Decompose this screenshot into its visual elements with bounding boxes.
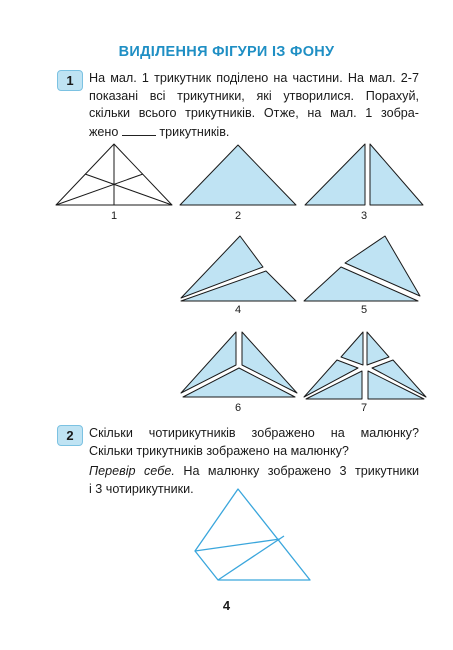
figure-label: 3 (360, 210, 368, 222)
task2-line: Скільки чотирикутників зображено на малюнку? (89, 426, 419, 440)
task-number-badge: 2 (57, 425, 83, 446)
figure-label: 4 (234, 304, 242, 316)
figure-7-triangle (367, 332, 389, 365)
task1-line: жено трикутників. (89, 124, 230, 139)
figure-label: 6 (234, 402, 242, 414)
figure-7-triangle (341, 332, 363, 365)
figure-3-triangle-right (370, 144, 423, 205)
check-label: Перевір себе. (89, 464, 175, 478)
task-number-badge: 1 (57, 70, 83, 91)
figure-label: 5 (360, 304, 368, 316)
page-title: ВИДІЛЕННЯ ФІГУРИ ІЗ ФОНУ (118, 44, 335, 60)
task1-line: скільки всього трикутників. Отже, на мал. 1 зобра- (89, 106, 419, 120)
figure-2-triangle (180, 145, 296, 205)
task1-line: На мал. 1 трикутник поділено на частини. На мал. 2-7 (89, 71, 419, 85)
figure-3-triangle-left (305, 144, 365, 205)
figure-label: 1 (110, 210, 118, 222)
page-number: 4 (222, 598, 231, 613)
task2-figure (195, 489, 310, 580)
figure-label: 7 (360, 402, 368, 414)
figure-label: 2 (234, 210, 242, 222)
task1-line: показані всі трикутники, які утворилися. Порахуй, (89, 88, 419, 103)
figure-1-drawing (56, 144, 172, 205)
task2-check-line: і 3 чотирикутники. (89, 481, 194, 496)
task2-check-line: Перевір себе. На малюнку зображено 3 трикутники (89, 464, 420, 478)
task2-line: Скільки трикутників зображено на малюнку? (89, 443, 349, 458)
task2-text (89, 425, 419, 498)
